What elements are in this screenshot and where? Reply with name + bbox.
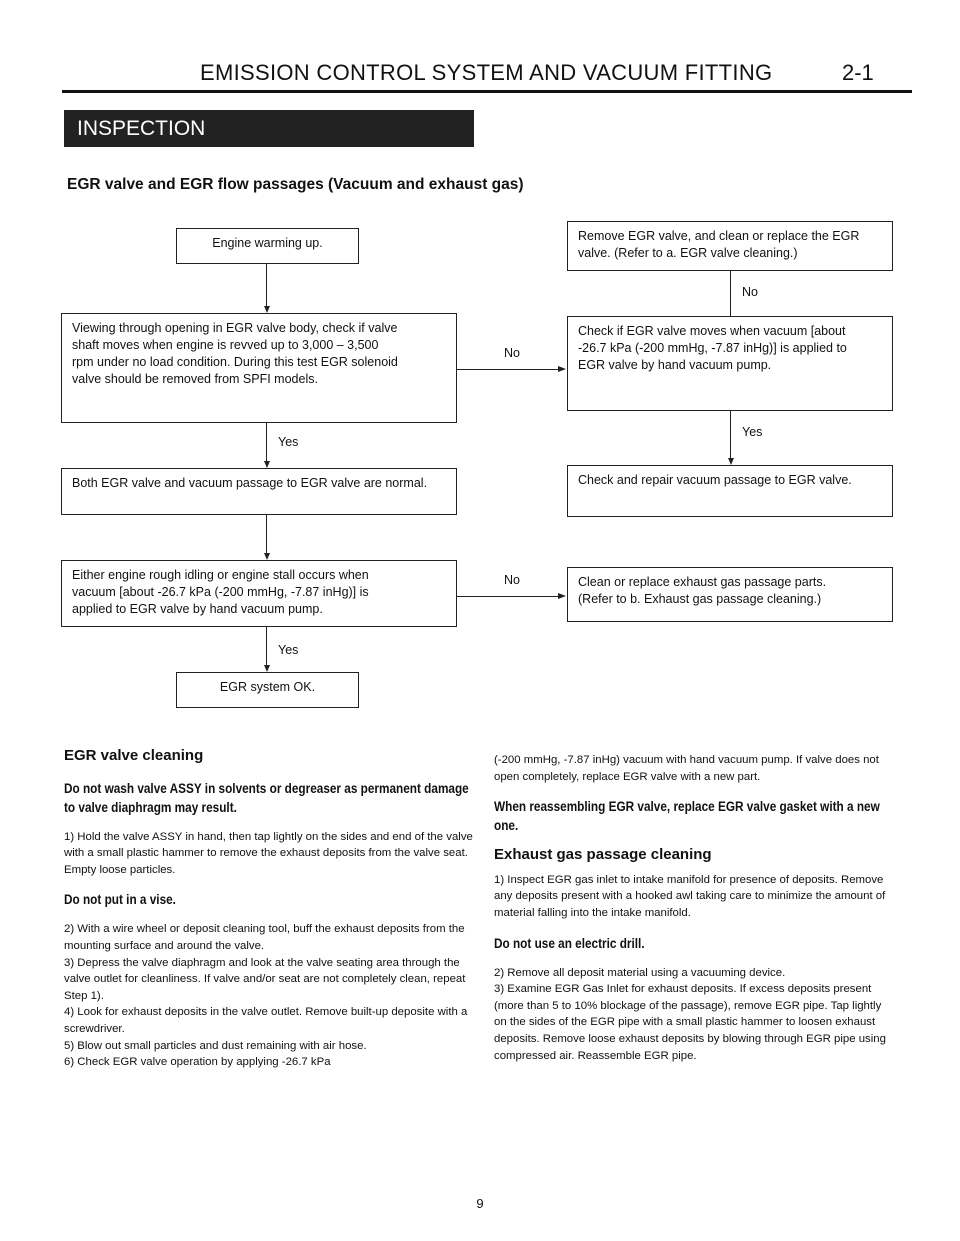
box-check-repair: Check and repair vacuum passage to EGR valve. (567, 465, 893, 517)
label-yes: Yes (742, 425, 763, 439)
label-no: No (504, 573, 520, 587)
heading-exhaust-passage-cleaning: Exhaust gas passage cleaning (494, 846, 712, 864)
page-header-title: EMISSION CONTROL SYSTEM AND VACUUM FITTING (200, 60, 773, 85)
header-rule (62, 90, 912, 93)
arrow-down (264, 306, 270, 313)
arrow-down (264, 461, 270, 468)
arrow-down (728, 458, 734, 465)
right-text-column (494, 752, 896, 1064)
warning-replace-gasket: When reassembling EGR valve, replace EGR valve gasket with a new one. (494, 799, 880, 834)
box-both-normal: Both EGR valve and vacuum passage to EGR valve are normal. (61, 468, 457, 515)
label-yes: Yes (278, 435, 299, 449)
left-text-column (64, 748, 476, 1071)
box-rough-idle: Either engine rough idling or engine stall occurs when vacuum [about -26.7 kPa (-200 mmHg, -7.87 inHg)] is applied to EGR valve by hand vacuum pump. (61, 560, 457, 627)
page-header-ref: 2-1 (842, 60, 874, 85)
box-system-ok: EGR system OK. (176, 672, 359, 708)
arrow-right (558, 593, 566, 599)
step-4: 4) Look for exhaust deposits in the valve outlet. Remove built-up deposite with a screwdriver. (64, 1006, 468, 1035)
connector (266, 627, 267, 665)
connector (457, 369, 559, 370)
box-check-valve-moves: Check if EGR valve moves when vacuum [about -26.7 kPa (-200 mmHg, -7.87 inHg)] is applied to EGR valve by hand vacuum pump. (567, 316, 893, 411)
connector (266, 423, 267, 461)
flowchart-subtitle: EGR valve and EGR flow passages (Vacuum and exhaust gas) (67, 176, 524, 193)
exhaust-step-3: 3) Examine EGR Gas Inlet for exhaust deposits. If excess deposits present (more than 5 to 10% blockage of the passage), remove EGR pipe. Tap lightly on the sides of the EGR pipe with a small plastic hammer to loosen exhaust deposits. Remove loose exhaust deposits by blowing through EGR pipe using compressed air. Reassemble EGR pipe. (494, 983, 886, 1062)
step-3: 3) Depress the valve diaphragm and look at the valve seating area through the valve outlet for cleanliness. If valve and/or seat are not completely clean, repeat Step 1). (64, 956, 466, 1002)
warning-no-vise: Do not put in a vise. (64, 892, 176, 908)
page-number: 9 (476, 1196, 484, 1211)
connector (266, 264, 267, 306)
warning-no-solvent: Do not wash valve ASSY in solvents or degreaser as permanent damage to valve diaphragm may result. (64, 780, 469, 815)
box-viewing-check: Viewing through opening in EGR valve body, check if valve shaft moves when engine is revved up to 3,000 – 3,500 rpm under no load condition. During this test EGR solenoid valve should be removed from SPFI models. (61, 313, 457, 423)
box-clean-replace: Clean or replace exhaust gas passage parts. (Refer to b. Exhaust gas passage cleaning.) (567, 567, 893, 622)
section-title: INSPECTION (64, 110, 474, 147)
step-1: 1) Hold the valve ASSY in hand, then tap lightly on the sides and end of the valve with a small plastic hammer to remove the exhaust deposits from the valve seat. Empty loose particles. (64, 830, 473, 876)
warning-no-drill: Do not use an electric drill. (494, 935, 645, 951)
connector (266, 515, 267, 553)
connector (730, 411, 731, 458)
arrow-down (264, 665, 270, 672)
arrow-right (558, 366, 566, 372)
box-engine-warming: Engine warming up. (176, 228, 359, 264)
label-no: No (742, 285, 758, 299)
connector (457, 596, 559, 597)
box-remove-valve: Remove EGR valve, and clean or replace the EGR valve. (Refer to a. EGR valve cleaning.) (567, 221, 893, 271)
label-yes: Yes (278, 643, 299, 657)
step-6-continued: (-200 mmHg, -7.87 inHg) vacuum with hand vacuum pump. If valve does not open completely, replace EGR valve with a new part. (494, 754, 879, 783)
exhaust-step-1: 1) Inspect EGR gas inlet to intake manifold for presence of deposits. Remove any deposits present with a hooked awl taking care to minimize the amount of material falling into the intake manifold. (494, 873, 886, 919)
connector (730, 271, 731, 316)
arrow-down (264, 553, 270, 560)
exhaust-step-2: 2) Remove all deposit material using a vacuuming device. (494, 966, 786, 979)
step-2: 2) With a wire wheel or deposit cleaning tool, buff the exhaust deposits from the mounting surface and around the valve. (64, 923, 465, 952)
label-no: No (504, 346, 520, 360)
step-5: 5) Blow out small particles and dust remaining with air hose. (64, 1039, 367, 1052)
heading-egr-valve-cleaning: EGR valve cleaning (64, 747, 204, 764)
step-6: 6) Check EGR valve operation by applying -26.7 kPa (64, 1056, 331, 1069)
